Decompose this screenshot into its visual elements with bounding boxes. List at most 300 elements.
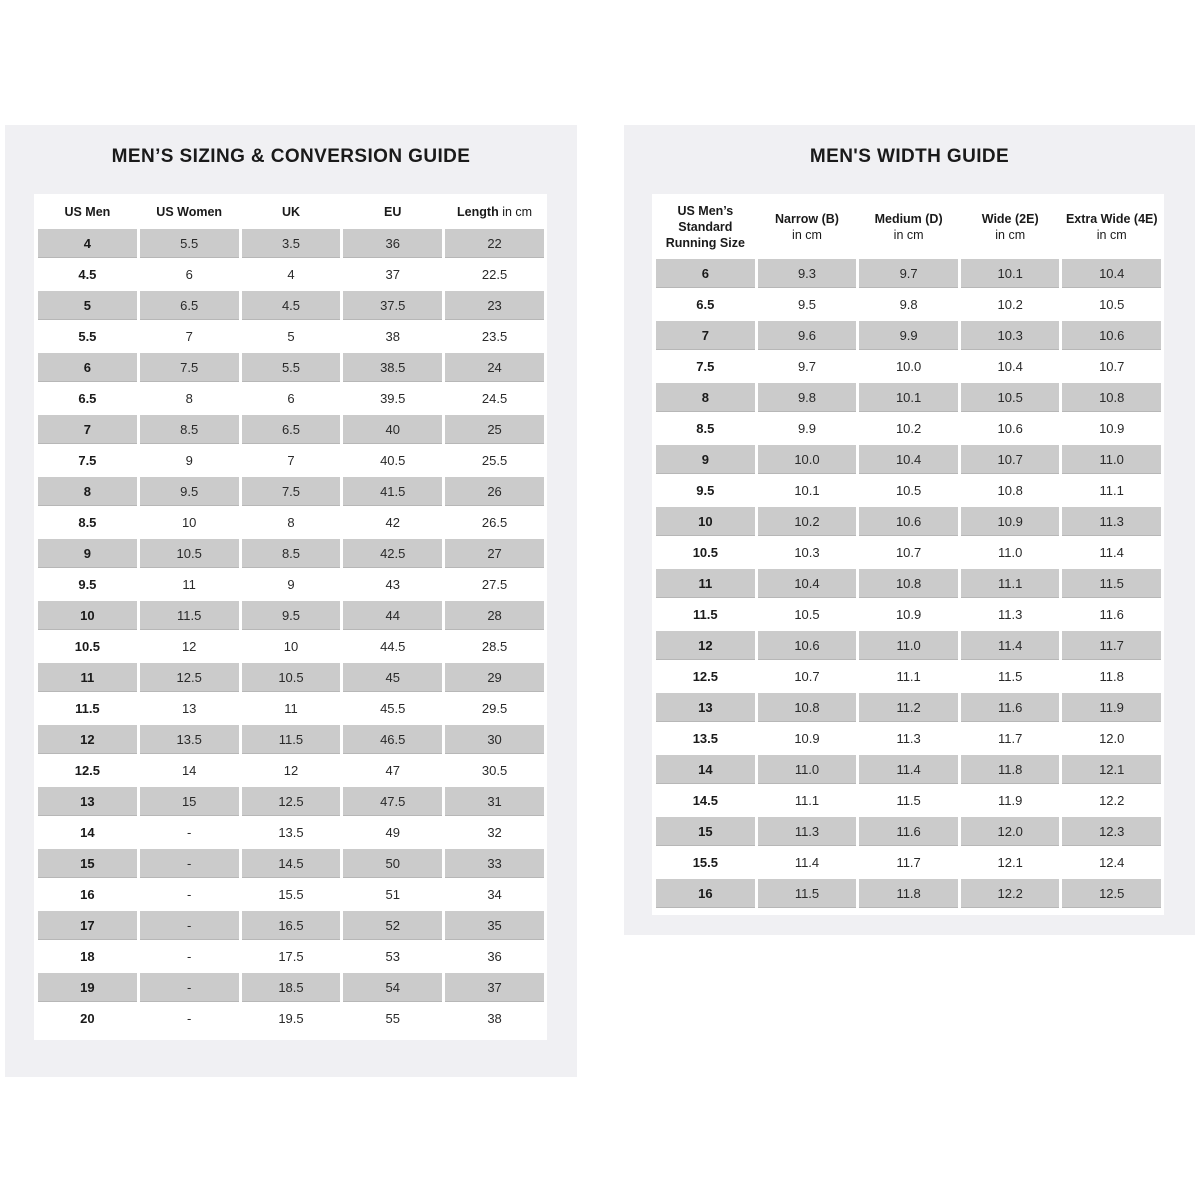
table-row [38, 384, 544, 413]
table-cell: 11.6 [1099, 607, 1124, 622]
table-cell: 13 [181, 701, 197, 716]
table-row [656, 476, 1161, 505]
header-label: US Men’s [677, 203, 734, 218]
table-cell: 9.6 [758, 321, 857, 350]
table-cell: 17 [38, 911, 137, 940]
sizing-header-cell [343, 196, 442, 227]
width-header-cell [656, 196, 755, 257]
table-cell: 7.5 [242, 477, 341, 506]
table-cell: 18 [80, 949, 95, 964]
table-cell: 11.1 [794, 793, 820, 808]
table-cell: 6.5 [242, 415, 341, 444]
table-cell: 16 [656, 879, 755, 908]
table-cell: 36 [343, 229, 442, 258]
table-cell: 13.5 [140, 725, 239, 754]
header-label: Medium (D) [874, 211, 943, 226]
table-row [38, 260, 544, 289]
table-cell: 37 [385, 267, 400, 282]
table-cell: 10.9 [1099, 421, 1125, 436]
table-cell: 12 [38, 725, 137, 754]
table-cell: 5.5 [78, 329, 97, 344]
table-cell: 11.7 [1062, 631, 1161, 660]
table-cell: 10.8 [1062, 383, 1161, 412]
table-cell: 10.5 [242, 663, 341, 692]
table-cell: 12.0 [961, 817, 1060, 846]
table-cell: 10.6 [859, 507, 958, 536]
table-cell: 51 [385, 887, 400, 902]
table-cell: - [187, 1011, 192, 1026]
table-cell: 10.1 [794, 483, 820, 498]
header-unit: in cm [498, 204, 533, 219]
table-cell: 11.2 [859, 693, 958, 722]
table-cell: 35 [445, 911, 544, 940]
table-cell: 10 [38, 601, 137, 630]
sizing-guide-panel [5, 125, 577, 1077]
table-cell: 11.6 [961, 693, 1060, 722]
table-row [38, 601, 544, 630]
table-cell: 10.5 [794, 607, 820, 622]
table-cell: 12 [181, 639, 197, 654]
table-row [38, 415, 544, 444]
table-cell: 11.5 [75, 701, 100, 716]
table-cell: 19.5 [278, 1011, 304, 1026]
width-guide-panel [624, 125, 1195, 935]
table-cell: 6.5 [696, 297, 715, 312]
table-row [656, 724, 1161, 753]
table-cell: 10.9 [961, 507, 1060, 536]
header-unit: in cm [893, 227, 924, 242]
table-cell: 11.1 [1099, 483, 1124, 498]
table-row [38, 508, 544, 537]
table-cell: 22.5 [481, 267, 508, 282]
table-cell: 6 [185, 267, 193, 282]
table-cell: 12.4 [1099, 855, 1125, 870]
table-row [656, 631, 1161, 660]
table-cell: 14 [80, 825, 95, 840]
table-cell: 10.5 [895, 483, 922, 498]
table-row [656, 290, 1161, 319]
width-header-cell [859, 196, 958, 257]
table-row [38, 353, 544, 382]
table-cell: 37.5 [343, 291, 442, 320]
table-cell: 8 [287, 515, 295, 530]
table-cell: 10.7 [794, 669, 820, 684]
table-cell: 11.3 [998, 607, 1023, 622]
table-cell: 14 [181, 763, 197, 778]
table-cell: 10.4 [1062, 259, 1161, 288]
table-cell: 11.5 [758, 879, 857, 908]
table-cell: 11.0 [998, 545, 1023, 560]
table-cell: 9.8 [899, 297, 918, 312]
table-cell: 8 [656, 383, 755, 412]
table-cell: 26.5 [481, 515, 508, 530]
header-unit: in cm [792, 227, 822, 242]
header-label: Narrow (B) [775, 211, 839, 226]
table-cell: 20 [80, 1011, 95, 1026]
table-row [656, 879, 1161, 908]
table-cell: 16.5 [242, 911, 341, 940]
table-cell: 11.3 [758, 817, 857, 846]
table-cell: 12.2 [961, 879, 1060, 908]
table-cell: 19 [38, 973, 137, 1002]
table-cell: 38.5 [343, 353, 442, 382]
table-cell: 11.4 [859, 755, 958, 784]
width-table [653, 194, 1164, 910]
table-cell: 11.8 [1099, 669, 1124, 684]
table-cell: 22 [445, 229, 544, 258]
width-header-row [656, 196, 1161, 257]
table-cell: 10 [656, 507, 755, 536]
table-cell: 6.5 [78, 391, 97, 406]
table-cell: 10 [283, 639, 299, 654]
table-cell: 43 [385, 577, 400, 592]
table-cell: 23 [445, 291, 544, 320]
table-cell: 12.5 [140, 663, 239, 692]
header-label: Running Size [665, 235, 745, 250]
table-cell: 10.3 [794, 545, 820, 560]
table-cell: 9 [38, 539, 137, 568]
table-cell: 12.5 [1062, 879, 1161, 908]
table-cell: 41.5 [343, 477, 442, 506]
table-cell: 8.5 [696, 421, 715, 436]
table-cell: 11 [38, 663, 137, 692]
table-cell: 10.6 [1062, 321, 1161, 350]
table-cell: 9.5 [242, 601, 341, 630]
table-row [656, 383, 1161, 412]
table-cell: 11.1 [961, 569, 1060, 598]
table-cell: 11.0 [1062, 445, 1161, 474]
table-cell: - [187, 887, 192, 902]
table-cell: 11.5 [140, 601, 239, 630]
table-cell: 44 [343, 601, 442, 630]
table-cell: 10.8 [997, 483, 1023, 498]
table-cell: 10.2 [758, 507, 857, 536]
table-cell: 10.2 [895, 421, 922, 436]
table-cell: 23.5 [481, 329, 508, 344]
table-cell: 10.6 [758, 631, 857, 660]
table-cell: 53 [385, 949, 400, 964]
table-cell: 40.5 [380, 453, 406, 468]
width-header-cell [758, 196, 857, 257]
table-cell: 10.0 [758, 445, 857, 474]
table-cell: 9.7 [797, 359, 817, 374]
table-cell: 9 [287, 577, 295, 592]
table-cell: 10.7 [1099, 359, 1125, 374]
width-header-cell [1062, 196, 1161, 257]
table-cell: 9.5 [696, 483, 715, 498]
table-cell: 10.9 [794, 731, 820, 746]
table-cell: 4 [287, 267, 295, 282]
table-row [38, 322, 544, 351]
table-cell: 10.1 [859, 383, 958, 412]
table-cell: 9.9 [797, 421, 817, 436]
table-cell: 13.5 [278, 825, 304, 840]
table-cell: 12.5 [74, 763, 101, 778]
table-row [656, 414, 1161, 443]
table-cell: 12 [283, 763, 299, 778]
table-cell: 52 [343, 911, 442, 940]
table-cell: 12.0 [1099, 731, 1125, 746]
table-row [38, 1004, 544, 1033]
sizing-table [35, 194, 547, 1035]
table-cell: 45 [343, 663, 442, 692]
header-label: Wide (2E) [981, 211, 1039, 226]
table-cell: 11.1 [896, 669, 921, 684]
sizing-header-cell [242, 196, 341, 227]
table-row [656, 445, 1161, 474]
table-cell: 46.5 [343, 725, 442, 754]
table-cell: 11.8 [859, 879, 958, 908]
table-cell: 10.3 [961, 321, 1060, 350]
table-row [656, 538, 1161, 567]
table-row [38, 229, 544, 258]
table-cell: 7.5 [140, 353, 239, 382]
table-cell: 37 [445, 973, 544, 1002]
table-cell: 10.7 [895, 545, 922, 560]
table-cell: 10.8 [758, 693, 857, 722]
table-cell: 12.5 [692, 669, 718, 684]
table-cell: - [140, 849, 239, 878]
table-cell: 11.5 [242, 725, 341, 754]
table-cell: 7 [185, 329, 193, 344]
table-cell: 54 [343, 973, 442, 1002]
table-cell: 33 [445, 849, 544, 878]
table-cell: 10.5 [140, 539, 239, 568]
table-cell: 25.5 [481, 453, 508, 468]
table-cell: 36 [487, 949, 502, 964]
table-row [656, 507, 1161, 536]
table-cell: 8.5 [78, 515, 97, 530]
table-row [38, 973, 544, 1002]
table-cell: 28.5 [481, 639, 508, 654]
width-guide-title: MEN'S WIDTH GUIDE [809, 146, 1010, 167]
table-cell: 14 [656, 755, 755, 784]
table-cell: 32 [487, 825, 502, 840]
table-cell: 26 [445, 477, 544, 506]
table-cell: 44.5 [380, 639, 406, 654]
table-cell: 10.5 [74, 639, 101, 654]
table-cell: 11.7 [998, 731, 1023, 746]
table-row [656, 817, 1161, 846]
table-cell: 15 [656, 817, 755, 846]
table-cell: 39.5 [380, 391, 406, 406]
table-row [38, 725, 544, 754]
table-cell: 9.5 [140, 477, 239, 506]
table-row [656, 662, 1161, 691]
table-row [656, 848, 1161, 877]
table-cell: 10.8 [859, 569, 958, 598]
sizing-table-header [38, 196, 544, 227]
header-label: UK [281, 204, 300, 219]
table-cell: 10.4 [859, 445, 958, 474]
table-cell: 15.5 [692, 855, 718, 870]
table-cell: 11.5 [1062, 569, 1161, 598]
table-cell: 6 [38, 353, 137, 382]
table-cell: 10 [181, 515, 197, 530]
table-cell: 4.5 [242, 291, 341, 320]
table-cell: 25 [445, 415, 544, 444]
table-cell: 11.9 [1062, 693, 1161, 722]
table-cell: 42.5 [343, 539, 442, 568]
table-cell: 27 [445, 539, 544, 568]
sizing-header-row [38, 196, 544, 227]
table-cell: 13 [656, 693, 755, 722]
table-cell: 18.5 [242, 973, 341, 1002]
table-row [38, 818, 544, 847]
table-cell: 10.4 [758, 569, 857, 598]
header-label: Extra Wide (4E) [1065, 211, 1158, 226]
table-cell: 11.0 [758, 755, 857, 784]
table-cell: 10.4 [997, 359, 1023, 374]
table-cell: 11.8 [961, 755, 1060, 784]
table-cell: 14.5 [242, 849, 341, 878]
table-cell: 9 [656, 445, 755, 474]
table-cell: 11.6 [859, 817, 958, 846]
sizing-header-cell [140, 196, 239, 227]
table-cell: 9.9 [859, 321, 958, 350]
table-cell: 17.5 [278, 949, 304, 964]
table-cell: 47 [385, 763, 400, 778]
table-cell: 38 [385, 329, 400, 344]
table-cell: 15.5 [278, 887, 304, 902]
table-cell: 11.4 [1099, 545, 1124, 560]
table-cell: 6.5 [140, 291, 239, 320]
table-cell: 7 [287, 453, 295, 468]
table-cell: 28 [445, 601, 544, 630]
table-cell: 9 [185, 453, 193, 468]
header-label: US Women [156, 204, 223, 219]
table-cell: 12.3 [1062, 817, 1161, 846]
table-cell: 3.5 [242, 229, 341, 258]
table-cell: - [187, 949, 192, 964]
table-row [656, 693, 1161, 722]
header-label: Standard [678, 219, 733, 234]
table-cell: 11.0 [859, 631, 958, 660]
table-cell: 10.0 [895, 359, 922, 374]
table-row [656, 755, 1161, 784]
table-cell: 9.5 [797, 297, 817, 312]
table-cell: 24.5 [481, 391, 508, 406]
table-cell: 5 [287, 329, 295, 344]
table-cell: 11.4 [961, 631, 1060, 660]
table-row [38, 477, 544, 506]
table-cell: 42 [385, 515, 400, 530]
table-row [38, 632, 544, 661]
table-row [656, 259, 1161, 288]
table-cell: - [140, 973, 239, 1002]
table-cell: 30 [445, 725, 544, 754]
table-cell: 12.2 [1099, 793, 1125, 808]
table-cell: 38 [487, 1011, 502, 1026]
table-row [38, 849, 544, 878]
table-cell: 13.5 [692, 731, 718, 746]
table-cell: 10.7 [961, 445, 1060, 474]
table-cell: 11.5 [998, 669, 1023, 684]
table-row [656, 352, 1161, 381]
table-cell: 9.5 [78, 577, 97, 592]
table-cell: 45.5 [380, 701, 406, 716]
table-cell: 10.6 [997, 421, 1023, 436]
table-row [38, 756, 544, 785]
table-row [656, 321, 1161, 350]
header-label: EU [384, 204, 402, 219]
table-cell: 10.5 [692, 545, 718, 560]
table-cell: 9.8 [758, 383, 857, 412]
table-cell: 29 [445, 663, 544, 692]
table-cell: 7.5 [78, 453, 97, 468]
table-cell: 7 [656, 321, 755, 350]
table-row [38, 291, 544, 320]
table-cell: 11 [182, 577, 196, 592]
table-cell: 6 [656, 259, 755, 288]
header-unit: in cm [995, 227, 1026, 242]
header-label: Length [457, 204, 499, 219]
table-cell: 7.5 [696, 359, 715, 374]
sizing-table-body [38, 229, 544, 1033]
width-table-header [656, 196, 1161, 257]
table-row [656, 600, 1161, 629]
sizing-table-card [34, 194, 547, 1040]
table-cell: 12.1 [1062, 755, 1161, 784]
table-row [38, 539, 544, 568]
table-row [38, 663, 544, 692]
table-cell: 15 [140, 787, 239, 816]
table-cell: 5 [38, 291, 137, 320]
header-unit: in cm [1096, 227, 1127, 242]
table-row [38, 787, 544, 816]
table-cell: 31 [445, 787, 544, 816]
table-cell: 11.5 [693, 607, 718, 622]
table-cell: 12.1 [997, 855, 1023, 870]
table-cell: 14.5 [692, 793, 718, 808]
table-cell: 10.5 [1099, 297, 1125, 312]
table-cell: 16 [80, 887, 95, 902]
table-cell: 11.3 [1062, 507, 1161, 536]
header-label: US Men [64, 204, 111, 219]
table-cell: 40 [343, 415, 442, 444]
table-cell: 4 [38, 229, 137, 258]
table-cell: 4.5 [78, 267, 97, 282]
table-cell: 12.5 [242, 787, 341, 816]
table-row [38, 570, 544, 599]
table-cell: 50 [343, 849, 442, 878]
table-cell: 13 [38, 787, 137, 816]
table-cell: 12 [656, 631, 755, 660]
table-cell: 34 [487, 887, 502, 902]
table-cell: - [187, 825, 192, 840]
table-row [38, 446, 544, 475]
table-cell: 11 [656, 569, 755, 598]
table-cell: 47.5 [343, 787, 442, 816]
width-table-card [652, 194, 1164, 915]
table-cell: 8 [185, 391, 193, 406]
table-cell: 10.5 [961, 383, 1060, 412]
table-cell: 24 [445, 353, 544, 382]
table-cell: 11.4 [794, 855, 820, 870]
table-cell: 11.3 [896, 731, 921, 746]
table-row [38, 694, 544, 723]
table-cell: 30.5 [481, 763, 508, 778]
table-cell: 55 [385, 1011, 400, 1026]
table-row [38, 880, 544, 909]
table-cell: 11 [284, 701, 298, 716]
table-row [38, 942, 544, 971]
table-cell: 11.7 [896, 855, 921, 870]
sizing-guide-title: MEN’S SIZING & CONVERSION GUIDE [111, 146, 471, 167]
table-cell: - [140, 911, 239, 940]
table-cell: 5.5 [140, 229, 239, 258]
table-cell: 27.5 [481, 577, 508, 592]
